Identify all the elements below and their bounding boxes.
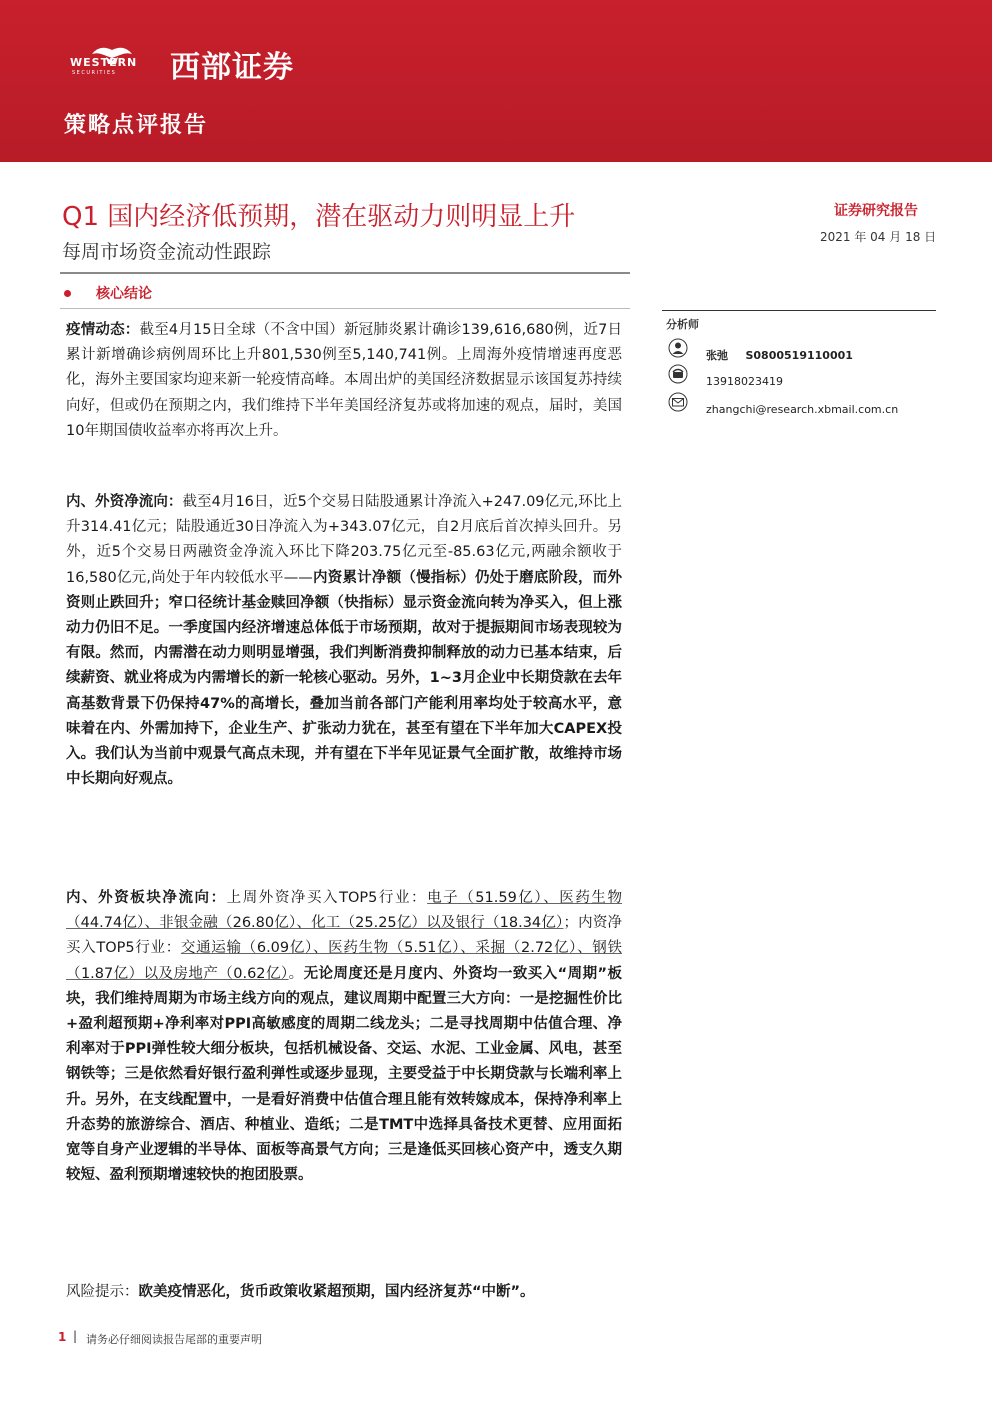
logo-english: WESTERN <box>70 56 138 69</box>
analyst-certificate: S0800519110001 <box>745 349 853 362</box>
paragraph-bold-text: 欧美疫情恶化，货币政策收紧超预期，国内经济复苏“中断”。 <box>138 1284 535 1300</box>
phone-icon <box>668 364 688 384</box>
section-divider <box>60 308 630 309</box>
paragraph-text: ；内资净买入TOP5行业： <box>66 915 623 957</box>
page-number: 1 <box>58 1330 67 1344</box>
paragraph-sector-flow <box>66 886 622 1188</box>
analyst-label: 分析师 <box>666 318 699 331</box>
paragraph-lead: 内、外资净流向： <box>66 494 183 510</box>
header-banner <box>0 0 992 162</box>
section-heading: 核心结论 <box>96 286 152 302</box>
analyst-email[interactable]: zhangchi@research.xbmail.com.cn <box>706 403 899 416</box>
paragraph-bold-text: 内资累计净额（慢指标）仍处于磨底阶段，而外资则止跌回升；窄口径统计基金赎回净额（快指标）显示资金流向转为净买入，但上涨动力仍旧不足。一季度国内经济增速总体低于市场预期，故对于提振期间市场表现较为有限。然而，内需潜在动力则明显增强，我们判断消费抑制释放的动力已基本结束，后续薪资、就业将成为内需增长的新一轮核心驱动。另外，1~3月企业中长期贷款在去年高基数背景下仍保持47%的高增长，叠加当前各部门产能利用率均处于较高水平，意味着在内、外需加持下，企业生产、扩张动力犹在，甚至有望在下半年加大CAPEX投入。我们认为当前中观景气高点未现，并有望在下半年见证景气全面扩散，故维持市场中长期向好观点。 <box>66 569 622 788</box>
domestic-top5-sectors: 交通运输（6.09亿）、医药生物（5.51亿）、采掘（2.72亿）、钢铁（1.87亿）以及房地产（0.62亿） <box>66 940 622 982</box>
analyst-divider <box>662 310 936 311</box>
email-icon <box>668 392 688 412</box>
analyst-phone: 13918023419 <box>706 375 783 388</box>
footer-separator: | <box>73 1329 78 1343</box>
analyst-name-row <box>706 347 853 363</box>
report-type: 策略点评报告 <box>64 113 209 138</box>
foreign-top5-sectors: 电子（51.59亿）、医药生物（44.74亿）、非银金融（26.80亿）、化工（25.25亿）以及银行（18.34亿） <box>66 890 622 932</box>
paragraph-text: 截至4月16日，近5个交易日陆股通累计净流入+247.09亿元,环比上升314.41亿元；陆股通近30日净流入为+343.07亿元，自2月底后首次掉头回升。另外，近5个交易日两融资金净流入环比下降203.75亿元至-85.63亿元,两融余额收于16,580亿元,尚处于年内较低水平—— <box>66 494 622 586</box>
page-title: Q1 国内经济低预期，潜在驱动力则明显上升 <box>62 202 576 232</box>
report-category: 证券研究报告 <box>834 203 918 219</box>
person-icon <box>668 338 688 358</box>
paragraph-text: 。 <box>288 965 304 982</box>
paragraph-text: 上周外资净买入TOP5行业： <box>226 890 428 906</box>
section-bullet-icon <box>64 290 71 297</box>
analyst-name: 张弛 <box>706 349 728 362</box>
paragraph-lead: 风险提示： <box>66 1284 139 1300</box>
paragraph-capital-flow <box>66 490 622 792</box>
page-subtitle: 每周市场资金流动性跟踪 <box>62 241 272 263</box>
footer-disclaimer: 请务必仔细阅读报告尾部的重要声明 <box>86 1333 262 1346</box>
paragraph-lead: 疫情动态： <box>66 322 140 338</box>
report-date: 2021 年 04 月 18 日 <box>820 230 937 244</box>
paragraph-epidemic <box>66 318 622 444</box>
paragraph-risk <box>66 1280 622 1305</box>
logo-chinese: 西部证券 <box>170 50 294 85</box>
logo-english-sub: SECURITIES <box>72 70 117 76</box>
paragraph-bold-text: 无论周度还是月度内、外资均一致买入“周期”板块，我们维持周期为市场主线方向的观点，建议周期中配置三大方向：一是挖掘性价比+盈利超预期+净利率对PPI高敏感度的周期二线龙头；二是寻找周期中估值合理、净利率对于PPI弹性较大细分板块，包括机械设备、交运、水泥、工业金属、风电，甚至钢铁等；三是依然看好银行盈利弹性或逐步显现，主要受益于中长期贷款与长端利率上升。另外，在支线配置中，一是看好消费中估值合理且能有效转嫁成本，保持净利率上升态势的旅游综合、酒店、种植业、造纸；二是TMT中选择具备技术更替、应用面拓宽等自身产业逻辑的半导体、面板等高景气方向；三是逢低买回核心资产中，透支久期较短、盈利预期增速较快的抱团股票。 <box>66 965 623 1184</box>
paragraph-lead: 内、外资板块净流向： <box>66 890 227 906</box>
title-divider <box>60 272 630 274</box>
paragraph-text: 截至4月15日全球（不含中国）新冠肺炎累计确诊139,616,680例，近7日累计新增确诊病例周环比上升801,530例至5,140,741例。上周海外疫情增速再度恶化，海外主要国家均迎来新一轮疫情高峰。本周出炉的美国经济数据显示该国复苏持续向好，但或仍在预期之内，我们维持下半年美国经济复苏或将加速的观点，届时，美国10年期国债收益率亦将再次上升。 <box>66 322 622 439</box>
